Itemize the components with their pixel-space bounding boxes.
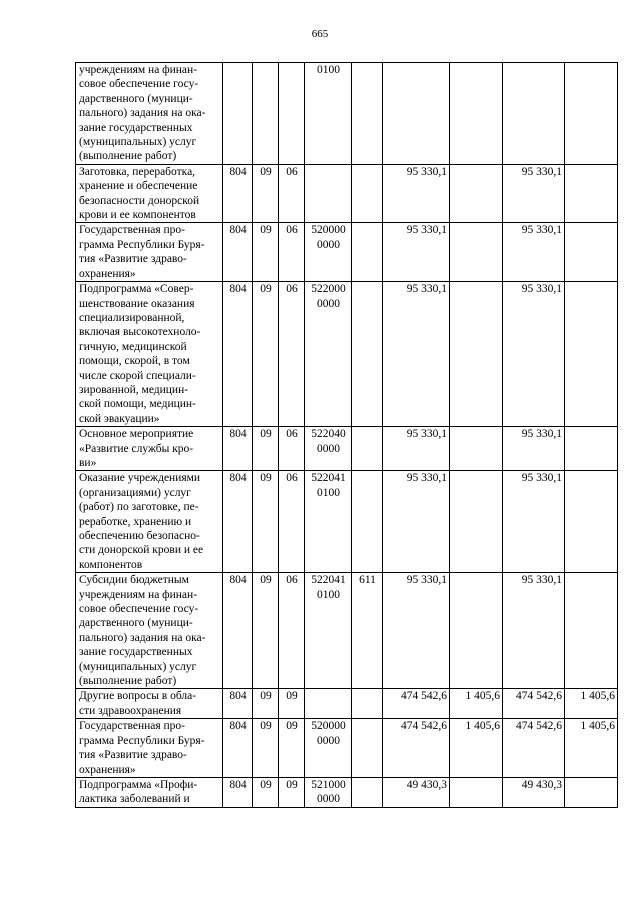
section-code-cell: 09	[253, 282, 279, 427]
target-article-cell-line: 520000	[311, 720, 346, 733]
amount-year1-cell	[383, 63, 450, 165]
item-name-cell	[76, 719, 223, 778]
amount-year1-cell: 95 330,1	[383, 282, 450, 427]
item-name-cell-line: Государственная про-	[79, 720, 186, 733]
item-name-cell-line: Основное мероприятие	[79, 428, 194, 441]
item-name-cell-line: Подпрограмма «Профи-	[79, 778, 198, 791]
item-name-cell	[76, 427, 223, 471]
federal-amount-year2-cell	[565, 573, 618, 689]
item-name-cell-line: зание государственных	[79, 121, 193, 134]
section-code-cell: 09	[253, 223, 279, 282]
federal-amount-year1-cell	[450, 573, 503, 689]
ministry-code-cell: 804	[223, 223, 253, 282]
ministry-code-cell: 804	[223, 777, 253, 807]
item-name-cell-line: зание государственных	[79, 646, 193, 659]
item-name-cell-line: (организациями) услуг	[79, 486, 191, 499]
amount-year1-cell: 95 330,1	[383, 471, 450, 573]
ministry-code-cell: 804	[223, 164, 253, 223]
target-article-cell	[305, 471, 352, 573]
item-name-cell-line: специализированной,	[79, 311, 185, 324]
item-name-cell-line: Субсидии бюджетным	[79, 574, 189, 587]
item-name-cell-line: помощи, скорой, в том	[79, 355, 190, 368]
target-article-cell	[305, 223, 352, 282]
item-name-cell-line: ви»	[79, 456, 97, 469]
section-code-cell: 09	[253, 471, 279, 573]
item-name-cell-line: ской помощи, медицин-	[79, 398, 196, 411]
ministry-code-cell: 804	[223, 573, 253, 689]
item-name-cell-line: (муниципальных) услуг	[79, 136, 197, 149]
amount-year1-cell: 95 330,1	[383, 164, 450, 223]
target-article-cell-line: 0100	[317, 486, 340, 499]
item-name-cell-line: безопасности донорской	[79, 194, 200, 207]
table-row	[76, 282, 618, 427]
amount-year2-cell: 95 330,1	[503, 282, 565, 427]
target-article-cell	[305, 719, 352, 778]
federal-amount-year2-cell: 1 405,6	[565, 719, 618, 778]
item-name-cell	[76, 573, 223, 689]
amount-year2-cell: 95 330,1	[503, 573, 565, 689]
federal-amount-year2-cell	[565, 223, 618, 282]
subsection-code-cell: 06	[279, 223, 305, 282]
subsection-code-cell: 06	[279, 573, 305, 689]
target-article-cell	[305, 689, 352, 719]
amount-year1-cell: 49 430,3	[383, 777, 450, 807]
target-article-cell-line: 522041	[311, 574, 346, 587]
section-code-cell: 09	[253, 427, 279, 471]
item-name-cell-line: Заготовка, переработка,	[79, 165, 196, 178]
item-name-cell-line: совое обеспечение госу-	[79, 603, 199, 616]
amount-year2-cell	[503, 63, 565, 165]
amount-year1-cell: 95 330,1	[383, 573, 450, 689]
item-name-cell-line: компонентов	[79, 558, 143, 571]
subsection-code-cell: 09	[279, 689, 305, 719]
item-name-cell-line: пального) задания на ока-	[79, 107, 206, 120]
item-name-cell-line: числе скорой специали-	[79, 369, 196, 382]
target-article-cell	[305, 573, 352, 689]
expense-type-cell: 611	[352, 573, 383, 689]
subsection-code-cell	[279, 63, 305, 165]
page-number: 665	[311, 28, 329, 40]
table-row	[76, 471, 618, 573]
item-name-cell-line: грамма Республики Буря-	[79, 734, 205, 747]
table-row	[76, 573, 618, 689]
item-name-cell-line: охранения»	[79, 267, 136, 280]
item-name-cell-line: сти донорской крови и ее	[79, 544, 204, 557]
subsection-code-cell: 09	[279, 777, 305, 807]
federal-amount-year1-cell: 1 405,6	[450, 719, 503, 778]
item-name-cell-line: лактика заболеваний и	[79, 793, 190, 806]
target-article-cell-line: 0000	[317, 238, 340, 251]
target-article-cell-line: 522000	[311, 283, 346, 296]
federal-amount-year1-cell	[450, 223, 503, 282]
target-article-cell	[305, 63, 352, 165]
item-name-cell-line: (выполнение работ)	[79, 150, 177, 163]
item-name-cell-line: включая высокотехноло-	[79, 326, 201, 339]
table-body	[76, 63, 618, 808]
federal-amount-year2-cell	[565, 777, 618, 807]
amount-year2-cell: 95 330,1	[503, 427, 565, 471]
subsection-code-cell: 09	[279, 719, 305, 778]
section-code-cell: 09	[253, 573, 279, 689]
target-article-cell	[305, 164, 352, 223]
item-name-cell-line: охранения»	[79, 763, 136, 776]
item-name-cell-line: дарственного (муници-	[79, 617, 193, 630]
subsection-code-cell: 06	[279, 164, 305, 223]
target-article-cell-line: 0000	[317, 793, 340, 806]
item-name-cell-line: совое обеспечение госу-	[79, 78, 199, 91]
expense-type-cell	[352, 164, 383, 223]
expense-type-cell	[352, 777, 383, 807]
item-name-cell-line: Оказание учреждениями	[79, 472, 201, 485]
table-row	[76, 719, 618, 778]
expense-type-cell	[352, 471, 383, 573]
section-code-cell	[253, 63, 279, 165]
item-name-cell-line: обеспечению безопасно-	[79, 530, 200, 542]
item-name-cell-line: сти здравоохранения	[79, 704, 182, 717]
target-article-cell-line: 0000	[317, 442, 340, 455]
section-code-cell: 09	[253, 719, 279, 778]
federal-amount-year2-cell: 1 405,6	[565, 689, 618, 719]
item-name-cell-line: гичную, медицинской	[79, 340, 187, 353]
federal-amount-year2-cell	[565, 427, 618, 471]
amount-year1-cell: 474 542,6	[383, 719, 450, 778]
federal-amount-year1-cell	[450, 164, 503, 223]
amount-year2-cell: 95 330,1	[503, 223, 565, 282]
federal-amount-year1-cell	[450, 777, 503, 807]
federal-amount-year1-cell	[450, 63, 503, 165]
target-article-cell	[305, 282, 352, 427]
amount-year2-cell: 474 542,6	[503, 719, 565, 778]
federal-amount-year1-cell	[450, 427, 503, 471]
target-article-cell-line: 522041	[311, 472, 346, 485]
federal-amount-year1-cell	[450, 282, 503, 427]
item-name-cell-line: (выполнение работ)	[79, 675, 177, 688]
item-name-cell-line: Подпрограмма «Совер-	[79, 283, 194, 296]
expense-type-cell	[352, 63, 383, 165]
federal-amount-year2-cell	[565, 282, 618, 427]
target-article-cell-line: 520000	[311, 224, 346, 237]
amount-year2-cell: 95 330,1	[503, 471, 565, 573]
ministry-code-cell: 804	[223, 282, 253, 427]
item-name-cell-line: тия «Развитие здраво-	[79, 253, 187, 266]
target-article-cell-line: 0100	[317, 588, 340, 601]
target-article-cell-line: 521000	[311, 778, 346, 791]
item-name-cell	[76, 282, 223, 427]
target-article-cell-line: 522040	[311, 428, 346, 441]
amount-year1-cell: 95 330,1	[383, 427, 450, 471]
amount-year1-cell: 474 542,6	[383, 689, 450, 719]
item-name-cell-line: хранение и обеспечение	[79, 180, 198, 193]
section-code-cell: 09	[253, 164, 279, 223]
item-name-cell	[76, 471, 223, 573]
section-code-cell: 09	[253, 689, 279, 719]
expense-type-cell	[352, 282, 383, 427]
item-name-cell-line: пального) задания на ока-	[79, 631, 206, 644]
expense-type-cell	[352, 223, 383, 282]
item-name-cell-line: дарственного (муници-	[79, 92, 193, 105]
target-article-cell	[305, 427, 352, 471]
item-name-cell-line: тия «Развитие здраво-	[79, 749, 187, 762]
amount-year1-cell: 95 330,1	[383, 223, 450, 282]
section-code-cell: 09	[253, 777, 279, 807]
subsection-code-cell: 06	[279, 282, 305, 427]
target-article-cell-line: 0000	[317, 297, 340, 310]
expense-type-cell	[352, 719, 383, 778]
table-row	[76, 164, 618, 223]
federal-amount-year1-cell: 1 405,6	[450, 689, 503, 719]
target-article-cell	[305, 777, 352, 807]
item-name-cell-line: учреждениям на финан-	[79, 64, 198, 76]
item-name-cell	[76, 63, 223, 165]
item-name-cell-line: (муниципальных) услуг	[79, 660, 197, 673]
ministry-code-cell	[223, 63, 253, 165]
item-name-cell-line: учреждениям на финан-	[79, 588, 198, 601]
expense-type-cell	[352, 689, 383, 719]
federal-amount-year2-cell	[565, 471, 618, 573]
item-name-cell-line: зированной, медицин-	[79, 383, 189, 396]
federal-amount-year2-cell	[565, 63, 618, 165]
item-name-cell-line: ской эвакуации»	[79, 412, 160, 425]
federal-amount-year1-cell	[450, 471, 503, 573]
item-name-cell-line: крови и ее компонентов	[79, 209, 196, 222]
item-name-cell	[76, 223, 223, 282]
ministry-code-cell: 804	[223, 471, 253, 573]
item-name-cell-line: Государственная про-	[79, 224, 186, 237]
ministry-code-cell: 804	[223, 427, 253, 471]
item-name-cell-line: шенствование оказания	[79, 297, 195, 310]
table-row	[76, 427, 618, 471]
item-name-cell-line: грамма Республики Буря-	[79, 238, 205, 251]
ministry-code-cell: 804	[223, 689, 253, 719]
ministry-code-cell: 804	[223, 719, 253, 778]
table-row	[76, 689, 618, 719]
item-name-cell-line: реработке, хранению и	[79, 515, 192, 528]
item-name-cell	[76, 777, 223, 807]
federal-amount-year2-cell	[565, 164, 618, 223]
amount-year2-cell: 49 430,3	[503, 777, 565, 807]
target-article-cell-line: 0100	[317, 64, 340, 76]
table-row	[76, 223, 618, 282]
subsection-code-cell: 06	[279, 471, 305, 573]
table-row	[76, 63, 618, 165]
budget-table	[75, 62, 618, 808]
amount-year2-cell: 474 542,6	[503, 689, 565, 719]
amount-year2-cell: 95 330,1	[503, 164, 565, 223]
item-name-cell-line: Другие вопросы в обла-	[79, 690, 197, 703]
target-article-cell-line: 0000	[317, 734, 340, 747]
expense-type-cell	[352, 427, 383, 471]
table-row	[76, 777, 618, 807]
item-name-cell	[76, 164, 223, 223]
item-name-cell-line: (работ) по заготовке, пе-	[79, 501, 199, 514]
item-name-cell-line: «Развитие службы кро-	[79, 442, 194, 455]
item-name-cell	[76, 689, 223, 719]
subsection-code-cell: 06	[279, 427, 305, 471]
